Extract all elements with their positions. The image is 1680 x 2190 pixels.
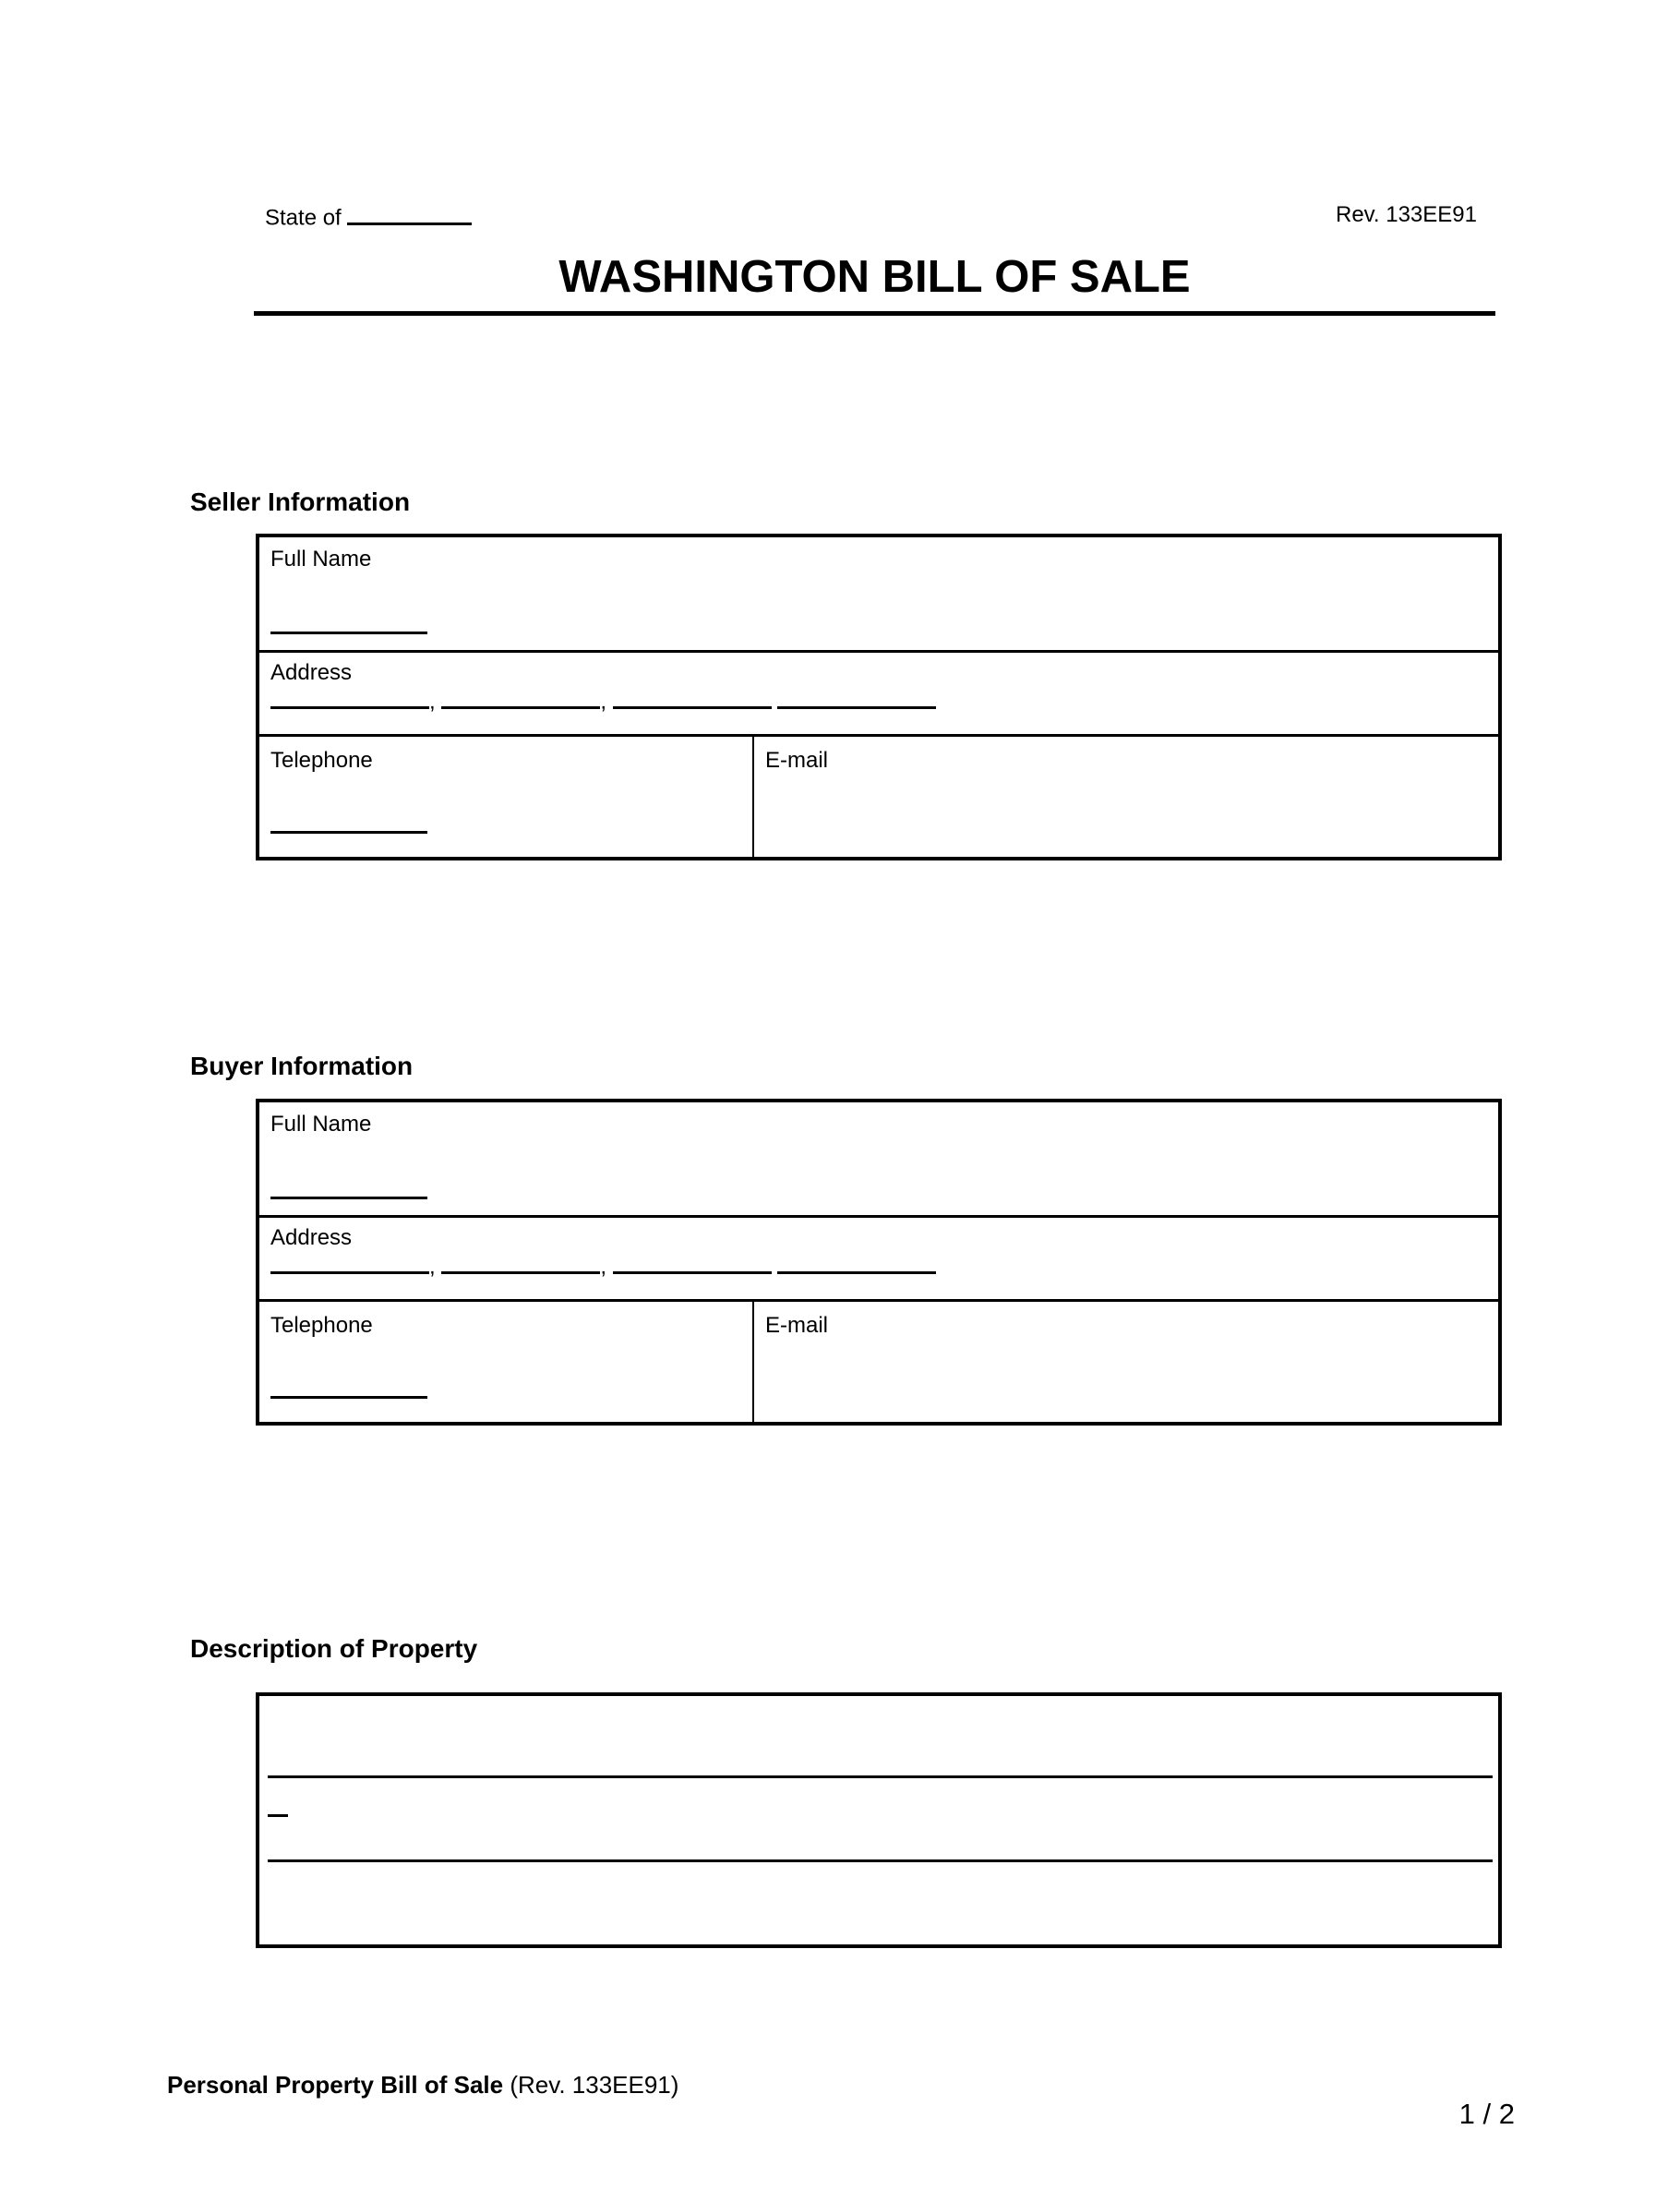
description-write-line-2 (268, 1859, 1493, 1862)
buyer-telephone-blank-line (270, 1376, 741, 1405)
seller-address-label: Address (270, 660, 353, 685)
buyer-full-name-blank (270, 1176, 427, 1199)
buyer-info-table (256, 1099, 1502, 1426)
seller-address-blank-line (270, 686, 1487, 716)
buyer-section-heading: Buyer Information (190, 1052, 414, 1080)
buyer-email-cell (754, 1302, 1498, 1422)
buyer-address-blank-1 (270, 1251, 429, 1274)
seller-address-separator-2: , (600, 690, 607, 715)
seller-address-separator-1: , (429, 690, 436, 715)
buyer-address-blank-line (270, 1251, 1487, 1281)
buyer-contact-row (259, 1302, 1498, 1422)
seller-email-cell (754, 737, 1498, 857)
buyer-address-separator-2: , (600, 1255, 607, 1280)
description-box (256, 1692, 1502, 1948)
seller-section-heading: Seller Information (190, 487, 411, 516)
buyer-address-row (259, 1218, 1498, 1302)
description-section-heading: Description of Property (190, 1634, 478, 1663)
seller-address-blank-4 (777, 686, 936, 709)
seller-contact-row (259, 737, 1498, 857)
seller-address-blank-2 (441, 686, 600, 709)
seller-address-blank-1 (270, 686, 429, 709)
description-write-dash (268, 1814, 288, 1817)
buyer-email-label: E-mail (765, 1313, 829, 1338)
title-rule (254, 311, 1495, 316)
seller-telephone-label: Telephone (270, 748, 373, 773)
buyer-address-label: Address (270, 1225, 353, 1250)
state-of-label: State of (265, 205, 342, 231)
page-title: WASHINGTON BILL OF SALE (558, 252, 1191, 302)
buyer-full-name-label: Full Name (270, 1112, 372, 1137)
page-number: 1 / 2 (1458, 2098, 1515, 2130)
seller-telephone-cell (259, 737, 754, 857)
buyer-address-separator-1: , (429, 1255, 436, 1280)
state-of-line (265, 202, 472, 232)
seller-telephone-blank-line (270, 811, 741, 840)
seller-full-name-label: Full Name (270, 547, 372, 572)
buyer-address-blank-2 (441, 1251, 600, 1274)
seller-address-blank-3 (613, 686, 772, 709)
footer-doc-title (167, 2071, 678, 2099)
buyer-telephone-cell (259, 1302, 754, 1422)
description-write-line-1 (268, 1775, 1493, 1778)
seller-address-row (259, 653, 1498, 737)
state-of-blank (347, 202, 472, 225)
revision-label: Rev. 133EE91 (1336, 202, 1477, 227)
seller-telephone-blank (270, 811, 427, 834)
seller-email-label: E-mail (765, 748, 829, 773)
buyer-full-name-row (259, 1102, 1498, 1218)
buyer-telephone-label: Telephone (270, 1313, 373, 1338)
seller-full-name-row (259, 537, 1498, 653)
buyer-address-blank-3 (613, 1251, 772, 1274)
seller-full-name-blank (270, 611, 427, 634)
buyer-telephone-blank (270, 1376, 427, 1399)
buyer-address-blank-4 (777, 1251, 936, 1274)
buyer-full-name-blank-line (270, 1176, 1487, 1206)
seller-info-table (256, 534, 1502, 860)
footer-doc-title-bold: Personal Property Bill of Sale (167, 2071, 504, 2099)
footer-doc-rev: (Rev. 133EE91) (510, 2071, 679, 2099)
seller-full-name-blank-line (270, 611, 1487, 641)
